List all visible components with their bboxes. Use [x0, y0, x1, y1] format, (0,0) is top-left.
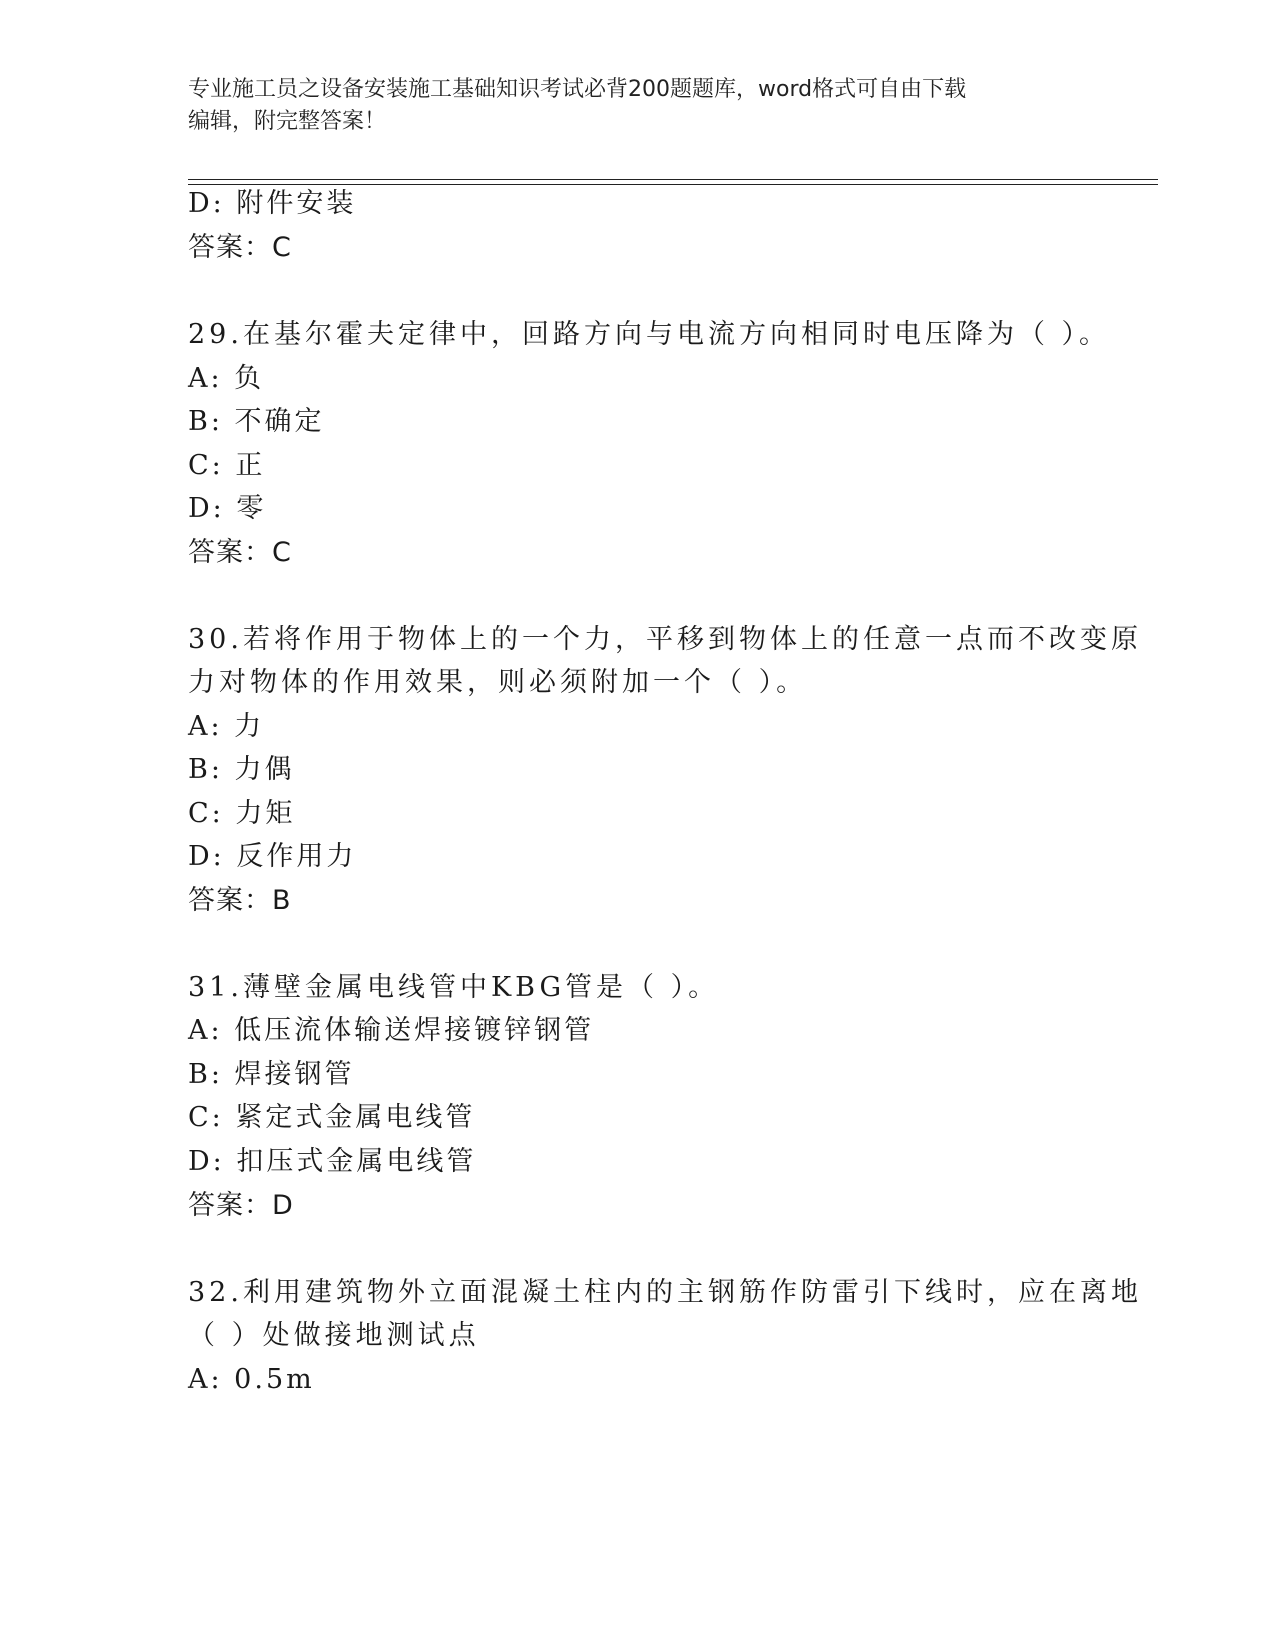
question-31-answer: 答案：D	[188, 1190, 294, 1221]
question-30-stem-line-1: 30.若将作用于物体上的一个力，平移到物体上的任意一点而不改变原	[188, 624, 1142, 655]
question-30-option-b: B: 力偶	[188, 754, 295, 785]
question-31-option-a: A: 低压流体输送焊接镀锌钢管	[188, 1015, 595, 1046]
question-32-stem-line-2: （ ）处做接地测试点	[188, 1320, 480, 1351]
question-30-option-c: C: 力矩	[188, 798, 296, 829]
header-divider-bottom	[188, 184, 1158, 185]
question-30-option-a: A: 力	[188, 711, 265, 742]
question-31-option-b: B: 焊接钢管	[188, 1059, 355, 1090]
question-29-option-c: C: 正	[188, 450, 266, 481]
header-divider-top	[188, 179, 1158, 180]
question-31-option-c: C: 紧定式金属电线管	[188, 1102, 476, 1133]
question-29-option-d: D: 零	[188, 493, 267, 524]
document-header	[188, 74, 1088, 138]
prev-answer: 答案：C	[188, 232, 292, 263]
question-31-stem: 31.薄壁金属电线管中KBG管是（ ）。	[188, 972, 720, 1003]
question-29-answer: 答案：C	[188, 537, 292, 568]
question-32-option-a: A: 0.5m	[188, 1364, 315, 1395]
question-30-stem-line-2: 力对物体的作用效果，则必须附加一个（ ）。	[188, 667, 808, 698]
question-29-option-b: B: 不确定	[188, 406, 325, 437]
header-title-line-2: 编辑，附完整答案！	[188, 109, 387, 134]
question-31-option-d: D: 扣压式金属电线管	[188, 1146, 477, 1177]
question-30-option-d: D: 反作用力	[188, 841, 357, 872]
prev-option-d: D: 附件安装	[188, 188, 357, 219]
question-29-option-a: A: 负	[188, 363, 265, 394]
question-30-answer: 答案：B	[188, 885, 292, 916]
question-32-stem-line-1: 32.利用建筑物外立面混凝土柱内的主钢筋作防雷引下线时，应在离地	[188, 1277, 1142, 1308]
header-title-line-1: 专业施工员之设备安装施工基础知识考试必背200题题库，word格式可自由下载	[188, 77, 967, 102]
question-29-stem: 29.在基尔霍夫定律中，回路方向与电流方向相同时电压降为（ ）。	[188, 319, 1111, 350]
